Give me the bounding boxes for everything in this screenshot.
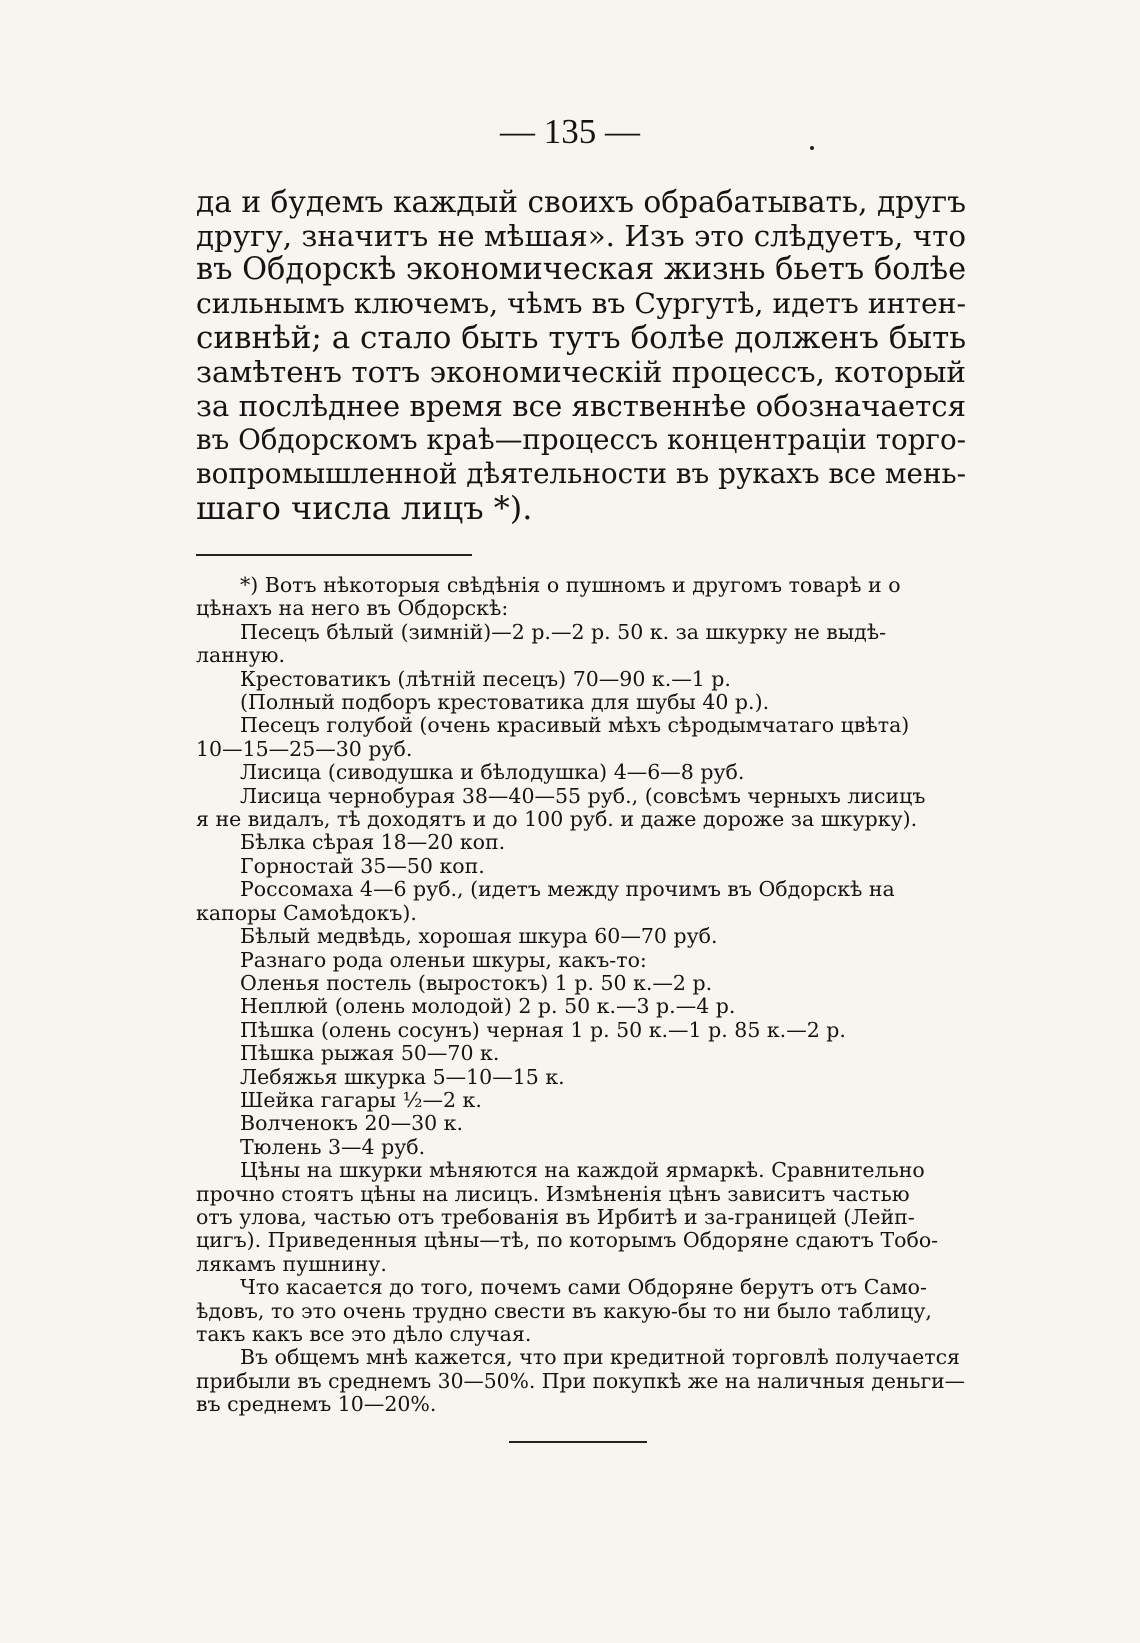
footnote [196,574,966,1417]
main-text [196,185,966,525]
footnote-line: Пѣшка (олень сосунъ) черная 1 р. 50 к.—1 р. 85 к.—2 р. [240,1017,846,1042]
footnote-line: ланную. [196,643,285,668]
footnote-line: Бѣлый медвѣдь, хорошая шкура 60—70 руб. [240,924,718,949]
footnote-line: 10—15—25—30 руб. [196,736,413,761]
footnote-separator [196,554,472,556]
footnote-line: Лебяжья шкурка 5—10—15 к. [240,1064,565,1089]
footnote-line: цѣнахъ на него въ Обдорскѣ: [196,596,509,621]
footnote-line: Волченокъ 20—30 к. [240,1111,464,1136]
page-number: — 135 — [500,112,640,151]
footnote-line: Бѣлка сѣрая 18—20 коп. [240,830,506,855]
main-text-line: замѣтенъ тотъ экономическій процессъ, который [196,355,966,389]
main-text-line: въ Обдорскѣ экономическая жизнь бьетъ болѣе [196,252,967,287]
footnote-line: Песецъ бѣлый (зимній)—2 р.—2 р. 50 к. за шкурку не выдѣ- [240,619,887,644]
main-text-line: сильнымъ ключемъ, чѣмъ въ Сургутѣ, идетъ интен- [196,287,966,320]
main-text-line: въ Обдорскомъ краѣ—процессъ концентраціи торго- [196,423,966,456]
footnote-line: Тюлень 3—4 руб. [240,1134,426,1159]
footnote-line: Крестоватикъ (лѣтній песецъ) 70—90 к.—1 р. [240,666,731,691]
footnote-line: Пѣшка рыжая 50—70 к. [240,1041,500,1066]
footnote-line: Лисица чернобурая 38—40—55 руб., (совсѣмъ черныхъ лисицъ [240,783,926,808]
footnote-line: Цѣны на шкурки мѣняются на каждой ярмаркѣ. Сравнительно [240,1158,925,1183]
footnote-line: (Полный подборъ крестоватика для шубы 40 р.). [240,690,770,715]
main-text-line: сивнѣй; а стало быть тутъ болѣе долженъ быть [196,320,967,356]
footnote-line: лякамъ пушнину. [196,1251,387,1276]
footnote-line: Оленья постель (выростокъ) 1 р. 50 к.—2 р. [240,970,713,995]
footnote-line: Песецъ голубой (очень красивый мѣхъ сѣродымчатаго цвѣта) [240,713,910,738]
footnote-line: капоры Самоѣдокъ). [196,900,417,925]
main-text-line: шаго числа лицъ *). [196,489,533,527]
footnote-line: Шейка гагары ½—2 к. [240,1087,482,1112]
footnote-line: въ среднемъ 10—20%. [196,1392,437,1417]
footnote-line: *) Вотъ нѣкоторыя свѣдѣнія о пушномъ и другомъ товарѣ и о [240,573,901,597]
footnote-line: прибыли въ среднемъ 30—50%. При покупкѣ же на наличныя деньги— [196,1368,965,1393]
main-text-line: вопромышленной дѣятельности въ рукахъ все мень- [196,457,966,490]
main-text-line: да и будемъ каждый своихъ обрабатывать, другъ [196,184,966,219]
footnote-line: Что касается до того, почемъ сами Обдоряне берутъ отъ Само- [240,1275,927,1300]
footnote-line: Лисица (сиводушка и бѣлодушка) 4—6—8 руб. [240,760,745,785]
footnote-line: отъ улова, частью отъ требованія въ Ирбитѣ и за-границей (Лейп- [196,1204,915,1229]
footnote-line: прочно стоятъ цѣны на лисицъ. Измѣненія цѣнъ зависитъ частью [196,1181,910,1206]
footnote-line: такъ какъ все это дѣло случая. [196,1322,532,1346]
footnote-line: цигъ). Приведенныя цѣны—тѣ, по которымъ Обдоряне сдаютъ Тобо- [196,1228,939,1253]
footnote-line: Разнаго рода оленьи шкуры, какъ-то: [240,947,647,972]
main-text-line: за послѣднее время все явственнѣе обозначается [196,389,966,423]
footnote-line: Въ общемъ мнѣ кажется, что при кредитной торговлѣ получается [240,1345,960,1370]
footnote-line: Россомаха 4—6 руб., (идетъ между прочимъ въ Обдорскѣ на [240,877,895,902]
footnote-line: Горностай 35—50 коп. [240,853,485,878]
print-speck [810,146,814,150]
footnote-line: ѣдовъ, то это очень трудно свести въ какую-бы то ни было таблицу, [196,1298,932,1323]
main-text-line: другу, значитъ не мѣшая». Изъ это слѣдуетъ, что [196,219,966,253]
footnote-line: я не видалъ, тѣ доходятъ и до 100 руб. и даже дороже за шкурку). [196,807,918,832]
footnote-line: Неплюй (олень молодой) 2 р. 50 к.—3 р.—4 р. [240,994,736,1019]
section-end-rule [509,1441,647,1443]
